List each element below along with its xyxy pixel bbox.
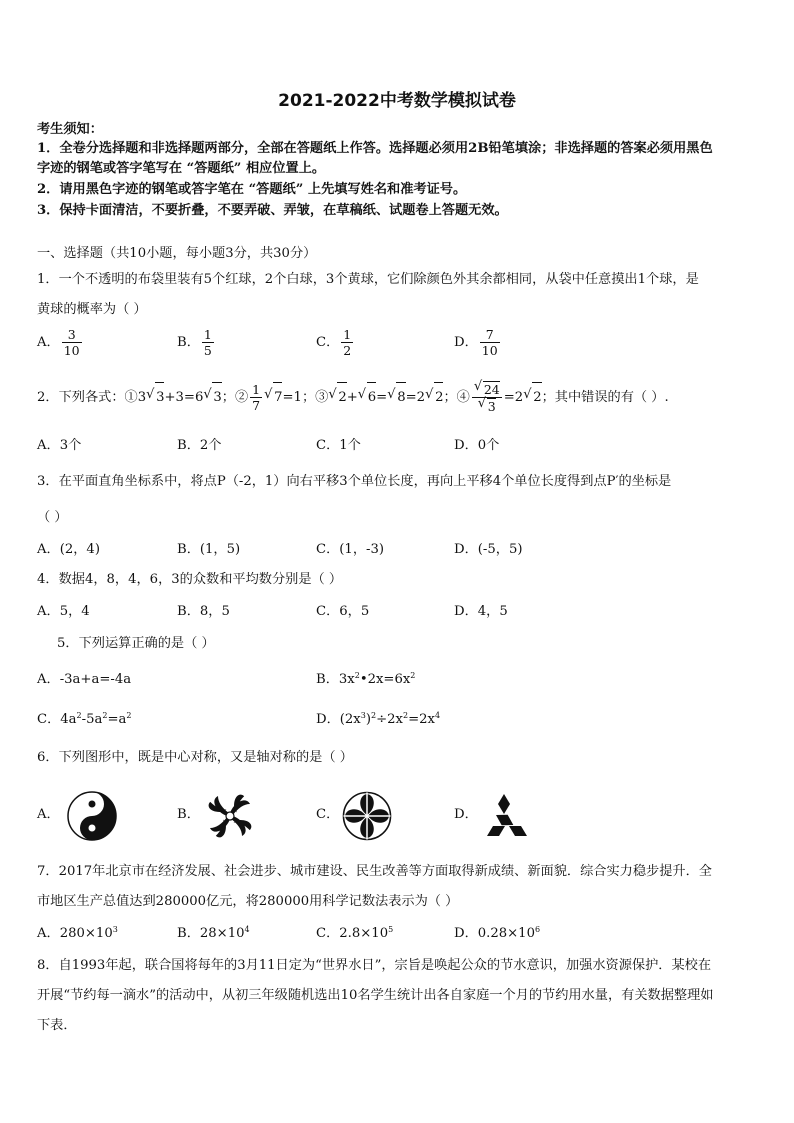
q3-option-a: A．(2，4) — [37, 542, 100, 557]
exponent: 3 — [360, 711, 366, 720]
q4-option-a: A．5，4 — [37, 604, 90, 619]
sqrt: √ 3 — [155, 382, 164, 413]
q4-option-c: C．6，5 — [316, 604, 370, 619]
separator: ；③ — [301, 390, 329, 405]
expr: =1 — [282, 390, 302, 405]
q5-option-c — [37, 711, 131, 729]
notice-item: 1．全卷分选择题和非选择题两部分，全部在答题纸上作答。选择题必须用2B铅笔填涂；非选择题的答案必须用黑色 — [37, 141, 713, 156]
q2-option-c: C．1个 — [316, 438, 361, 453]
expr: •2x=6x — [359, 672, 411, 687]
notice-item: 2．请用黑色字迹的钢笔或答字笔在 “答题纸” 上先填写姓名和准考证号。 — [37, 182, 467, 197]
fraction — [472, 381, 502, 414]
question-6-text: 6．下列图形中，既是中心对称，又是轴对称的是（ ） — [37, 750, 353, 765]
numerator — [472, 381, 502, 398]
exponent: 2 — [410, 671, 416, 680]
numerator: 1 — [343, 327, 352, 342]
notice-item: 3．保持卡面清洁，不要折叠，不要弄破、弄皱，在草稿纸、试题卷上答题无效。 — [37, 203, 508, 218]
notice-item: 字迹的钢笔或答字笔写在 “答题纸” 相应位置上。 — [37, 161, 326, 176]
sqrt: √ 3 — [487, 398, 496, 414]
option-label: B． — [177, 335, 200, 350]
sqrt: √ 2 — [337, 382, 346, 413]
expr: ÷2x — [376, 712, 403, 727]
q2-option-a: A．3个 — [37, 438, 82, 453]
option-label: A． — [37, 335, 60, 350]
question-1-text-cont: 黄球的概率为（ ） — [37, 302, 147, 317]
sqrt: √ 3 — [212, 382, 221, 413]
exponent: 3 — [112, 925, 118, 934]
denominator: 10 — [481, 343, 498, 358]
question-7-text: 7．2017年北京市在经济发展、社会进步、城市建设、民生改善等方面取得新成绩、新面貌．综合实力稳步提升．全 — [37, 864, 712, 879]
exponent: 2 — [402, 711, 409, 720]
expr: B．3x — [316, 672, 355, 687]
q5-option-d — [316, 711, 440, 729]
numerator: 1 — [252, 382, 261, 397]
q2-prefix: 2．下列各式： — [37, 390, 125, 405]
q6-option-d-label: D． — [454, 807, 478, 822]
expr: C．4a — [37, 712, 77, 727]
sqrt: √ 7 — [273, 382, 282, 413]
q2-option-d: D．0个 — [454, 438, 500, 453]
expr: ) — [365, 712, 371, 727]
separator: ；② — [221, 390, 249, 405]
exponent: 5 — [388, 925, 394, 934]
q7-option-b — [177, 925, 250, 943]
expr: =2 — [503, 390, 524, 405]
q7-option-c — [316, 925, 393, 943]
option-label: D． — [454, 335, 478, 350]
fraction — [250, 382, 262, 413]
q3-option-d: D．(-5，5) — [454, 542, 523, 557]
question-3-text: 3．在平面直角坐标系中，将点P（-2，1）向右平移3个单位长度，再向上平移4个单位长度得到点P′的坐标是 — [37, 474, 672, 489]
expr: A．280×10 — [37, 926, 113, 941]
sqrt: √ 2 — [434, 382, 443, 413]
q4-option-b: B．8，5 — [177, 604, 230, 619]
numerator: 7 — [480, 327, 500, 343]
exponent: 6 — [534, 925, 541, 934]
fraction — [62, 327, 82, 358]
denominator: 10 — [63, 343, 80, 358]
numerator: 3 — [62, 327, 82, 343]
q1-option-c — [316, 327, 355, 358]
exponent: 4 — [244, 925, 250, 934]
exponent: 2 — [76, 711, 82, 720]
q6-option-b-label: B． — [177, 807, 200, 822]
question-3-text-cont: （ ） — [37, 510, 68, 525]
denominator — [472, 398, 502, 414]
expr: =a — [107, 712, 127, 727]
three-diamond-icon — [478, 792, 530, 838]
q1-option-d — [454, 327, 502, 358]
exponent: 2 — [354, 671, 360, 680]
question-5-text: 5．下列运算正确的是（ ） — [57, 636, 215, 651]
expr: = — [376, 390, 388, 405]
expr: =2 — [405, 390, 426, 405]
question-7-text-cont: 市地区生产总值达到280000亿元，将280000用科学记数法表示为（ ） — [37, 894, 459, 909]
q5-option-b — [316, 671, 415, 689]
denominator: 5 — [203, 343, 212, 358]
denominator: 2 — [343, 343, 352, 358]
q6-option-c-label: C． — [316, 807, 340, 822]
question-8-text: 8．自1993年起，联合国将每年的3月11日定为“世界水日”，宗旨是唤起公众的节水意识，加强水资源保护．某校在 — [37, 958, 712, 973]
four-petal-circle-icon — [341, 790, 393, 842]
sqrt: √ 24 — [483, 381, 500, 397]
question-4-text: 4．数据4，8，4，6，3的众数和平均数分别是（ ） — [37, 572, 343, 587]
sqrt: √ 8 — [396, 382, 405, 413]
q7-option-a — [37, 925, 118, 943]
expr: ①3 — [124, 390, 147, 405]
notice-heading: 考生须知： — [37, 122, 103, 137]
exponent: 4 — [434, 711, 441, 720]
separator: ；④ — [443, 390, 470, 405]
expr: D．(2x — [316, 712, 361, 727]
expr: +3=6 — [164, 390, 204, 405]
fraction — [202, 327, 214, 358]
denominator: 7 — [252, 398, 261, 413]
q2-suffix: ；其中错误的有（ ）. — [541, 390, 669, 405]
question-8-text-cont: 开展“节约每一滴水”的活动中，从初三年级随机选出10名学生统计出各自家庭一个月的节约用水量，有关数据整理如 — [37, 988, 714, 1003]
exponent: 2 — [102, 711, 108, 720]
expr: D．0.28×10 — [454, 926, 535, 941]
expr: C．2.8×10 — [316, 926, 389, 941]
exponent: 2 — [126, 711, 132, 720]
q5-option-a: A．-3a+a=-4a — [37, 672, 132, 687]
q2-option-b: B．2个 — [177, 438, 222, 453]
pinwheel-icon — [204, 790, 256, 842]
fraction — [480, 327, 500, 358]
expr: + — [346, 390, 358, 405]
section-heading: 一、选择题（共10小题，每小题3分，共30分） — [37, 246, 317, 261]
sqrt: √ 2 — [532, 382, 541, 413]
question-1-text: 1．一个不透明的布袋里装有5个红球，2个白球，3个黄球，它们除颜色外其余都相同，从袋中任意摸出1个球，是 — [37, 272, 699, 287]
q1-option-b — [177, 327, 216, 358]
q4-option-d: D．4，5 — [454, 604, 508, 619]
expr: -5a — [81, 712, 103, 727]
q1-option-a — [37, 327, 84, 358]
expr: B．28×10 — [177, 926, 245, 941]
yin-yang-icon — [66, 790, 118, 842]
exponent: 2 — [370, 711, 377, 720]
fraction — [341, 327, 353, 358]
numerator: 1 — [203, 327, 212, 342]
expr: =2x — [408, 712, 435, 727]
q7-option-d — [454, 925, 540, 943]
q3-option-b: B．(1，5) — [177, 542, 241, 557]
option-label: C． — [316, 335, 340, 350]
page-title: 2021-2022中考数学模拟试卷 — [278, 91, 516, 111]
question-2-text — [37, 381, 759, 414]
question-8-text-cont: 下表． — [37, 1018, 77, 1033]
q6-option-a-label: A． — [37, 807, 60, 822]
q3-option-c: C．(1，-3) — [316, 542, 384, 557]
sqrt: √ 6 — [367, 382, 376, 413]
